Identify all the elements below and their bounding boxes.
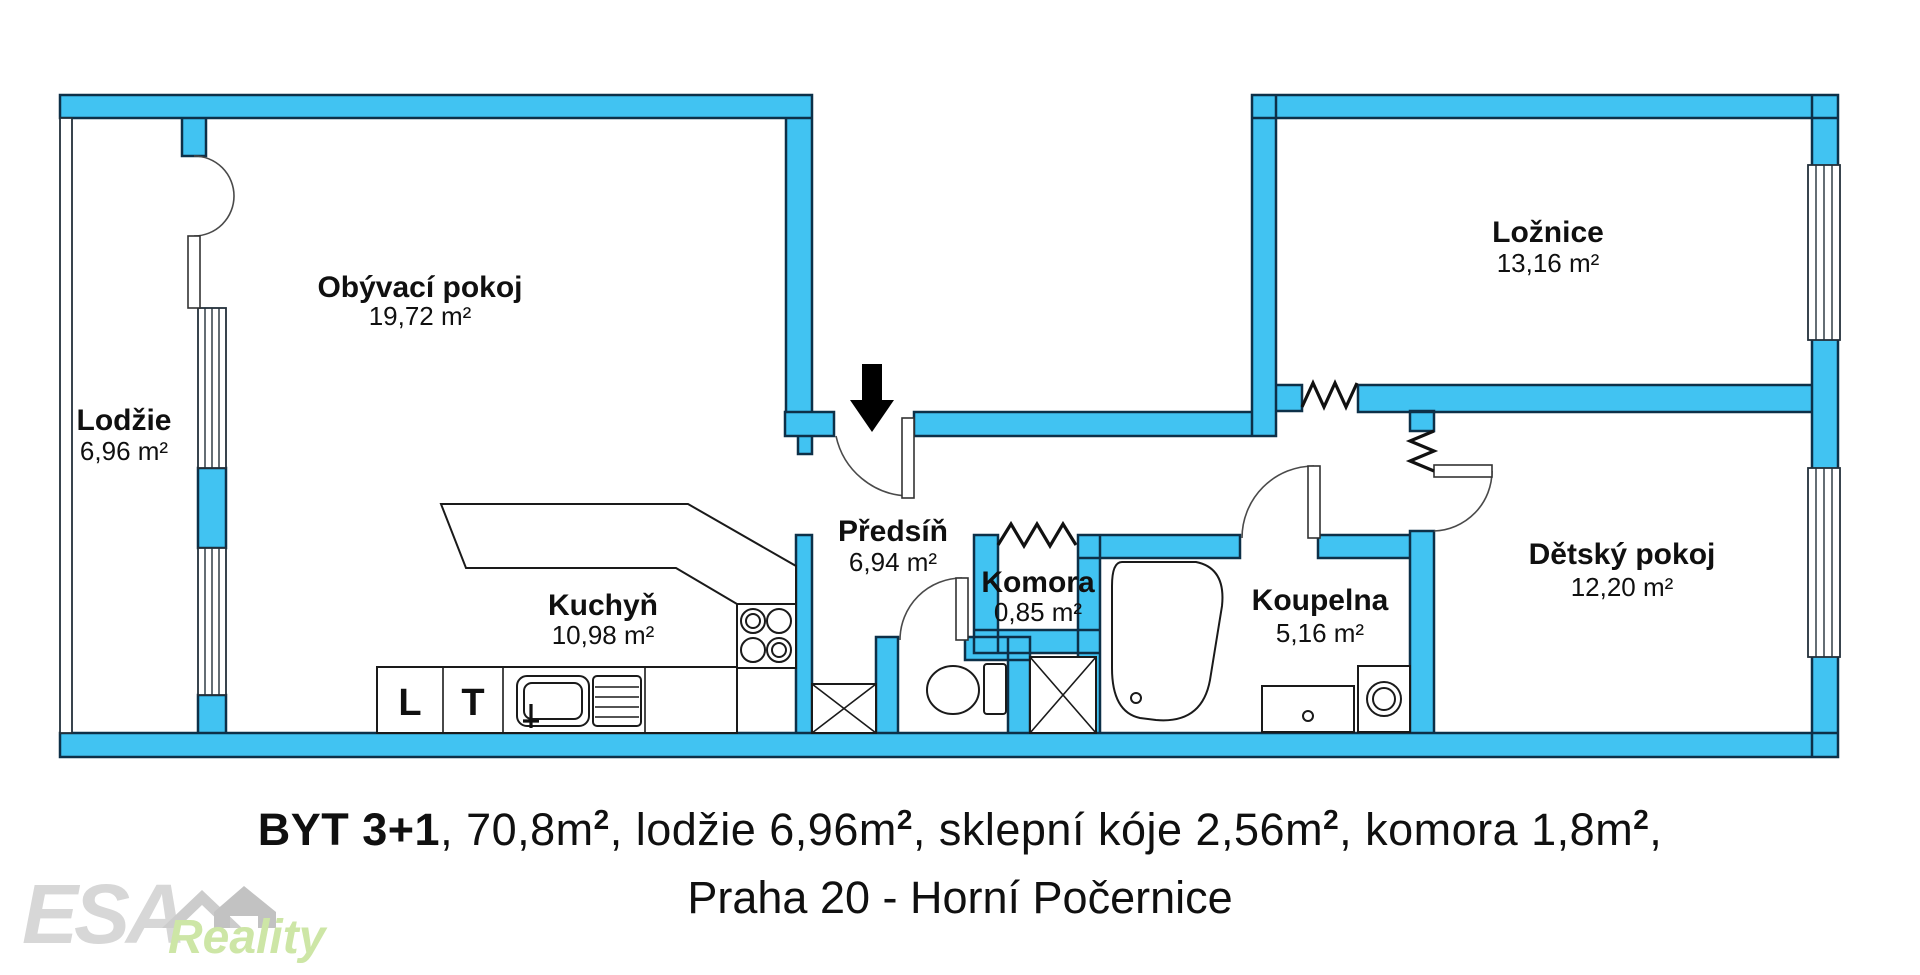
loggia-railing [60,118,72,733]
room-label-kuchyn: Kuchyň [547,589,659,622]
caption-segment: 2 [593,804,610,835]
bathroom-sink [1262,686,1354,732]
room-area-obyvaci-pokoj: 19,72 m² [368,301,472,331]
room-label-lodzie: Lodžie [76,404,172,437]
bathroom-door-arc [1242,466,1314,538]
toilet-tank [984,664,1006,714]
caption-segment: 2 [1633,804,1650,835]
room-area-lodzie: 6,96 m² [79,436,169,466]
toilet-bowl [927,666,979,714]
wc-fixtures [927,664,1006,714]
washing-machine [1358,666,1410,732]
caption-segment: , lodžie 6,96m [609,804,897,855]
wc-door-leaf [956,578,968,640]
room-area-detsky-pokoj: 12,20 m² [1570,572,1674,602]
room-area-kuchyn: 10,98 m² [551,620,655,650]
caption-segment: , sklepní kóje 2,56m [912,804,1324,855]
room-area-koupelna: 5,16 m² [1275,618,1365,648]
wall-structure [60,95,1838,757]
caption-segment: 2 [1323,804,1340,835]
caption-segment: , komora 1,8m [1339,804,1634,855]
entrance-door-arc [836,436,908,496]
caption-segment: , 70,8m [440,804,594,855]
caption-line1 [0,804,1920,856]
loggia-door-arc [194,156,234,236]
room-label-loznice: Ložnice [1492,216,1604,249]
childrens-room-door-leaf [1434,465,1492,477]
kitchen-unit-t-label: T [461,682,485,724]
room-label-predsin: Předsíň [837,515,949,548]
kitchen-sink-drainboard [593,676,641,726]
entrance-arrow-head [850,400,894,432]
room-label-komora: Komora [981,566,1095,599]
caption-segment: BYT 3+1 [257,804,441,855]
childrens-room-door-arc [1434,471,1492,531]
room-labels [77,216,1716,650]
loggia-door-leaf [188,236,200,308]
entrance-arrow [850,364,894,432]
caption-line2: Praha 20 - Horní Počernice [687,872,1233,923]
entrance-arrow-shaft [862,364,882,402]
room-area-predsin: 6,94 m² [848,547,938,577]
bathroom-door-leaf [1308,466,1320,538]
radiator-symbol-loznice [1302,383,1357,407]
logo-esa-text: ESA [22,867,183,961]
walls [60,95,1838,757]
esa-reality-logo [22,867,402,975]
corner-bathtub [1112,562,1222,720]
room-label-obyvaci-pokoj: Obývací pokoj [317,271,523,304]
room-label-detsky-pokoj: Dětský pokoj [1528,538,1716,571]
entrance-door-leaf [902,418,914,498]
radiator-symbol-detsky [1410,431,1434,471]
wc-door-arc [900,578,962,640]
caption-segment: , [1649,804,1663,855]
kitchen-unit-l-label: L [398,682,422,724]
logo-reality-text: Reality [168,911,326,964]
caption-segment: 2 [896,804,913,835]
room-area-komora: 0,85 m² [993,597,1083,627]
room-area-loznice: 13,16 m² [1496,248,1600,278]
room-label-koupelna: Koupelna [1251,584,1389,617]
radiator-symbol-komora [998,524,1076,546]
